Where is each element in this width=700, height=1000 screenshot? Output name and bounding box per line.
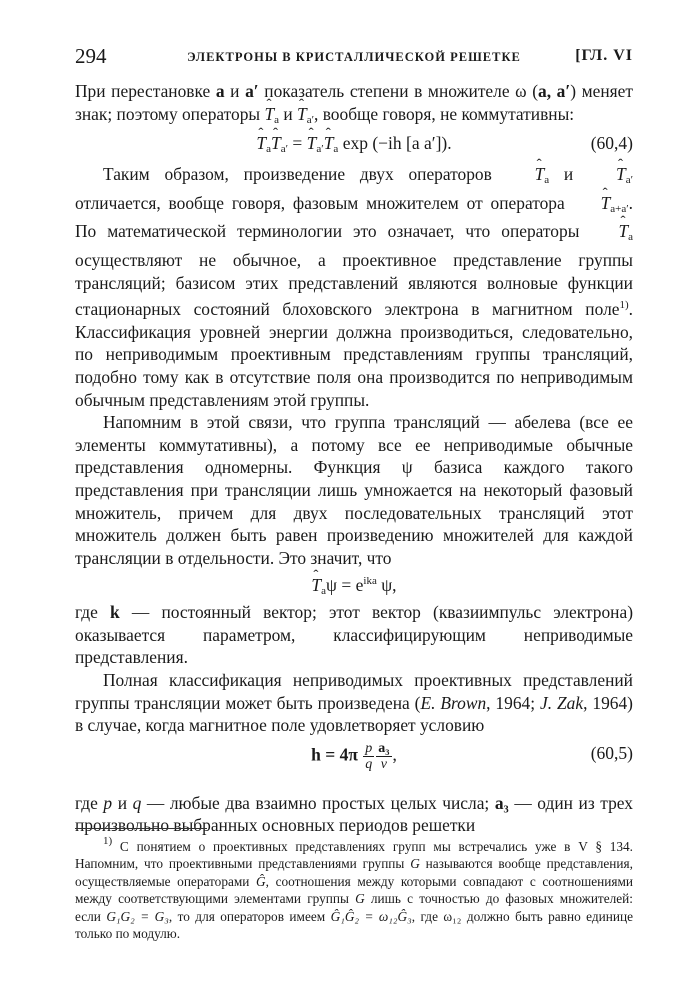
chapter-label: [ГЛ. VI xyxy=(575,47,633,64)
equation-bloch: ˆ $T_a\psi = e^{ika}$ ψ, xyxy=(75,569,633,594)
equation-60-4: ˆ $T_aˆ$ $T_{a'}$ = ˆ $T_{a'}ˆ$ $T_a$ exp (−ih [a a′]). (60,4) xyxy=(75,131,633,156)
footnote-ref: 1) xyxy=(619,299,629,312)
paragraph-2: Таким образом, произведение двух операторов ˆ $T_a$ и ˆ $T_{a'}$ отличается, вообще говоря, фазовым множителем от оператора ˆ $T_{a+a'}$. По математической терминологии это означает, что операторы ˆ $T_a$ осуществляют не обычное, а проективное представление группы трансляций; базисом этих представлений являются волновые функции стационарных состояний блоховского электрона в магнитном поле$^{1)}$. Классификация уровней энергии должна производиться, следовательно, по неприводимым проективным представлениям группы трансляций, подобно тому как в отсутствие поля она производится по неприводимым обычным представлениям этой группы. xyxy=(75,163,633,411)
paragraph-4: где k — постоянный вектор; этот вектор (квазиимпульс электрона) оказывается параметром, классифицирующим неприводимые представления. xyxy=(75,602,634,668)
equation-60-5: h = 4π $\frac{p}{q}$ $\frac{\text{a₃}}{v}$ , (60,5) xyxy=(311,740,633,772)
paragraph-1: При перестановке a и a′ показатель степени в множителе ω (a, a′) меняет знак; поэтому операторы ˆ $T_a$ и ˆ $T_{a'}$, вообще говоря, не коммутативны: xyxy=(75,80,633,131)
equation-number: (60,5) xyxy=(590,742,633,763)
footnote: $^{1)}$ С понятием о проективных представлениях групп мы встречались уже в V § 134. Напомним, что проективными представлениями группы G называются вообще представления, осуществляемые операторами Ĝ, соотношения между которыми совпадают с соотношениями между соответствующими элементами группы G лишь с точностью до фазовых множителей: если G₁G₂ = G₃, то для операторов имеем Ĝ₁Ĝ₂ = ω₁₂Ĝ₃, где ω₁₂ должно быть равно единице только по модулю. xyxy=(75,835,634,942)
equation-number: (60,4) xyxy=(590,133,633,154)
footnote-separator xyxy=(75,828,207,829)
paragraph-6: где p и q — любые два взаимно простых целых числа; a₃ — один из трех произвольно выбранных основных периодов решетки xyxy=(75,792,633,836)
paragraph-5: Полная классификация неприводимых проективных представлений группы трансляции может быть произведена (E. Brown, 1964; J. Zak, 1964) в случае, когда магнитное поле удовлетворяет условию xyxy=(75,670,633,736)
footnote-mark: 1) xyxy=(103,835,113,847)
paragraph-3: Напомним в этой связи, что группа трансляций — абелева (все ее элементы коммутативны), а потому все ее неприводимые обычные представления одномерны. Функция ψ базиса каждого такого представления при трансляции лишь умножается на некоторый фазовый множитель, причем для двух последовательных трансляций этот множитель должен быть равен произведению множителей для каждой трансляции в отдельности. Это значит, что xyxy=(75,412,633,568)
main-text xyxy=(75,80,633,837)
page-number: 294 xyxy=(75,44,107,68)
page-header xyxy=(75,44,633,70)
running-title: ЭЛЕКТРОНЫ В КРИСТАЛЛИЧЕСКОЙ РЕШЕТКЕ xyxy=(187,50,521,64)
